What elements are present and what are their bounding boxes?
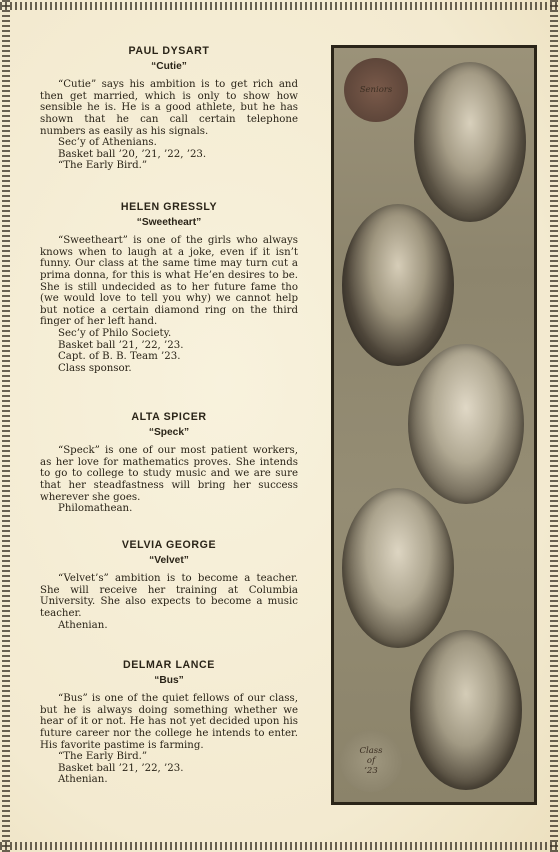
- entry-nickname: “Sweetheart”: [136, 216, 202, 228]
- seal-text: Class: [359, 746, 383, 756]
- entry-paul-dysart: [40, 46, 298, 172]
- portrait-delmar-lance: [410, 630, 522, 790]
- entry-extra: Class sponsor.: [58, 362, 132, 374]
- entry-alta-spicer: [40, 412, 298, 515]
- entry-extra: Athenian.: [58, 774, 108, 786]
- entry-text: “Velvet’s” ambition is to become a teacher. She will receive her training at Columbia University. She also expects to become a music teacher.: [40, 573, 298, 619]
- seal-text: of: [366, 756, 376, 766]
- entry-extra: “The Early Bird.”: [58, 751, 148, 763]
- entry-extra: Sec’y of Philo Society.: [58, 327, 172, 339]
- seal-text: ’23: [364, 766, 378, 776]
- entry-extra: Capt. of B. B. Team ’23.: [58, 351, 181, 363]
- entry-name: HELEN GRESSLY: [120, 201, 218, 213]
- entry-name: PAUL DYSART: [128, 45, 210, 57]
- entry-extra: Basket ball ’21, ’22, ’23.: [58, 762, 184, 774]
- entry-text: “Bus” is one of the quiet fellows of our class, but he is always doing something whether we hear of it or not. He has not yet decided upon his future career nor the college he intends to enter. His favorite pastime is farming.: [40, 693, 298, 751]
- entry-name: VELVIA GEORGE: [121, 539, 217, 551]
- entry-delmar-lance: [40, 660, 298, 786]
- entry-nickname: “Cutie”: [151, 60, 187, 72]
- entry-text: “Sweetheart” is one of the girls who always knows when to laugh at a joke, even if it isn’t funny. Our class at the same time may turn cut a prima donna, for this is what He’en desires to be. She is still undecided as to her future fame tho (we would love to tell you why) we cannot help but notice a certain diamond ring on the third finger of her left hand.: [40, 235, 298, 328]
- entry-name: DELMAR LANCE: [123, 659, 215, 671]
- entry-extra: Athenian.: [58, 619, 108, 631]
- entry-extra: Basket ball ’20, ’21, ’22, ’23.: [58, 148, 207, 160]
- entry-helen-gressly: [40, 202, 298, 374]
- entry-extra: Sec’y of Athenians.: [58, 137, 157, 149]
- entry-extra: “The Early Bird.”: [58, 160, 148, 172]
- entry-text: “Speck” is one of our most patient workers, as her love for mathematics proves. She intends to go to college to study music and we are sure that her steadfastness will bring her success wherever she goes.: [40, 445, 298, 503]
- entry-extra: Philomathean.: [58, 503, 133, 515]
- decorative-border-top: [0, 2, 560, 10]
- portrait-alta-spicer: [408, 344, 524, 504]
- portrait-helen-gressly: [342, 204, 454, 366]
- entry-nickname: “Speck”: [148, 426, 190, 438]
- entry-nickname: “Velvet”: [149, 554, 189, 566]
- seal-text: Seniors: [359, 85, 393, 95]
- entry-extra: Basket ball ’21, ’22, ’23.: [58, 339, 184, 351]
- decorative-border-right: [550, 0, 558, 852]
- seniors-seal: [344, 58, 408, 122]
- entry-velvia-george: [40, 540, 298, 631]
- entry-name: ALTA SPICER: [131, 411, 207, 423]
- decorative-border-left: [2, 0, 10, 852]
- decorative-border-bottom: [0, 842, 560, 850]
- entry-nickname: “Bus”: [154, 674, 184, 686]
- class-seal: [340, 730, 402, 792]
- entry-text: “Cutie” says his ambition is to get rich and then get married, which is only to show how sensible he is. He is a good athlete, but he has shown that he can call certain telephone numbers as easily as his signals.: [40, 79, 298, 137]
- portrait-velvia-george: [342, 488, 454, 648]
- portrait-paul-dysart: [414, 62, 526, 222]
- photo-strip: [331, 45, 537, 805]
